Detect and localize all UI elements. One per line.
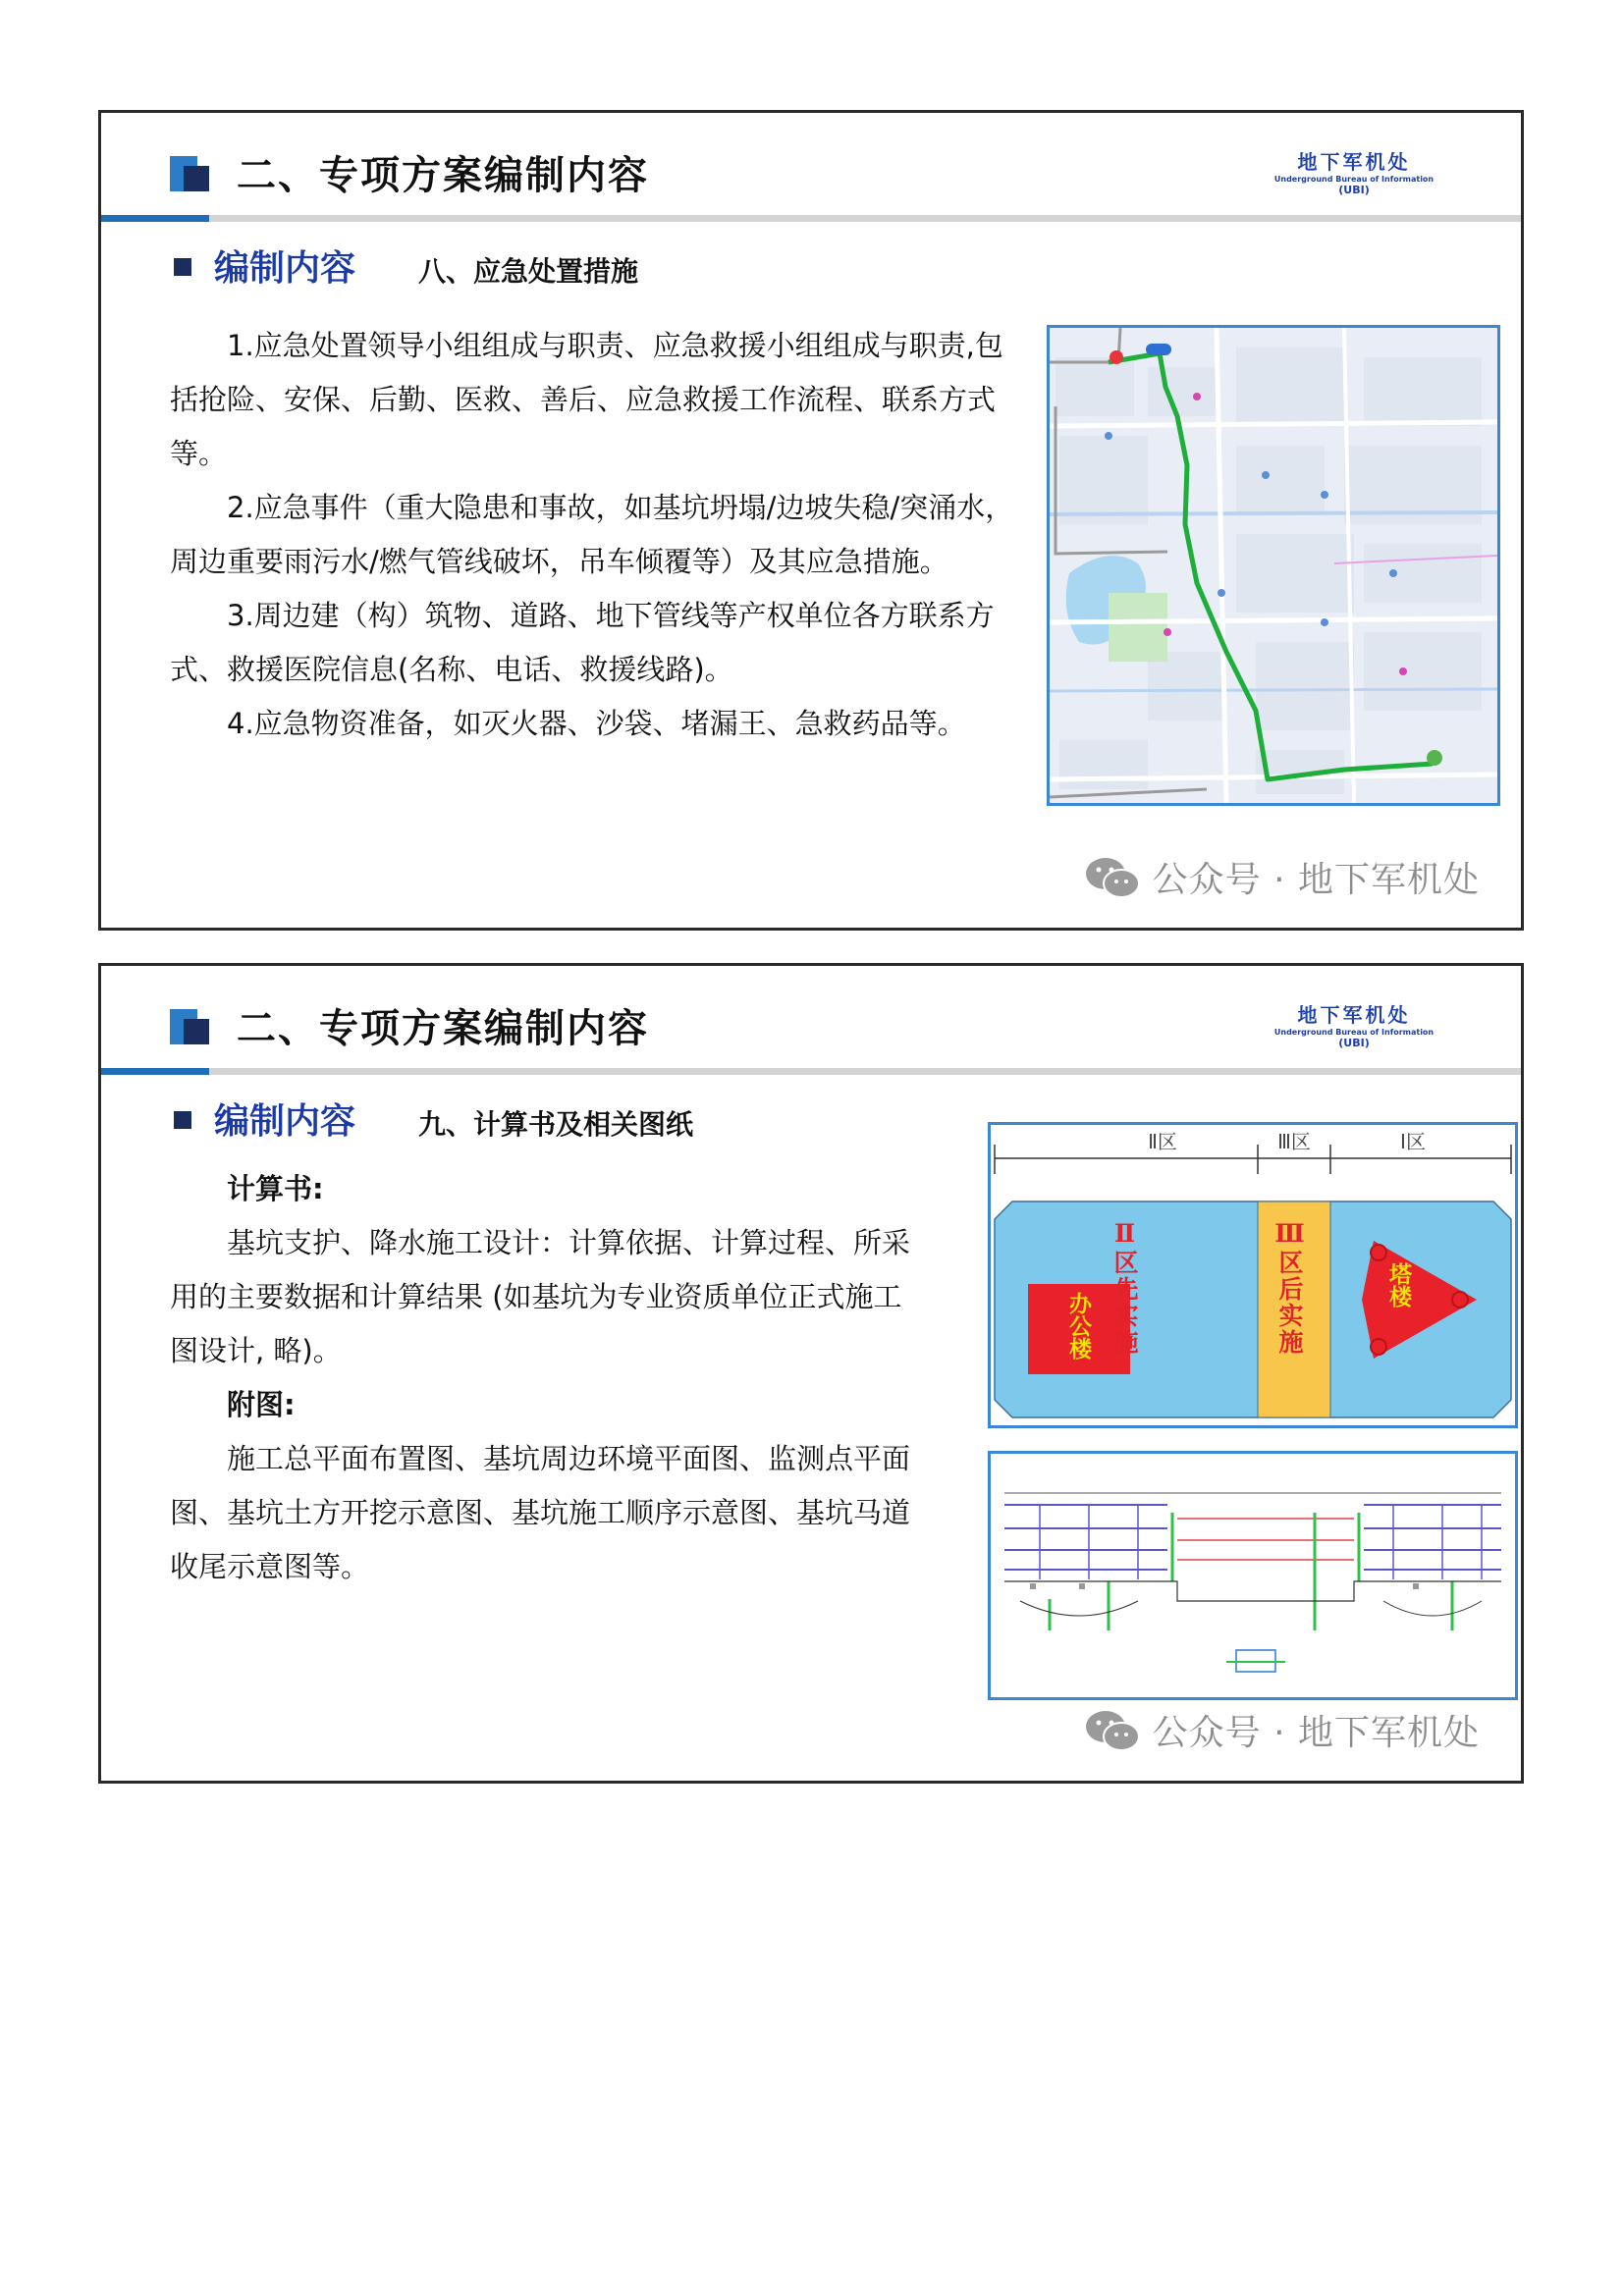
section-title: 九、计算书及相关图纸 bbox=[418, 1108, 694, 1141]
logo-chinese: 地下军机处 bbox=[1297, 150, 1411, 174]
rescue-route-map bbox=[1047, 325, 1500, 806]
header-rule bbox=[101, 215, 1521, 222]
excavation-section-drawing bbox=[988, 1451, 1518, 1700]
zone-1-label: Ⅰ区 bbox=[1400, 1130, 1426, 1153]
paragraph-2: 2.应急事件（重大隐患和事故，如基坑坍塌/边坡失稳/突涌水，周边重要雨污水/燃气管线破坏，吊车倾覆等）及其应急措施。 bbox=[170, 491, 1014, 578]
wechat-icon bbox=[1084, 1710, 1141, 1751]
tower-text: 塔楼 bbox=[1385, 1262, 1412, 1308]
slide-title: 二、专项方案编制内容 bbox=[237, 153, 649, 198]
zone-2-length: 150m bbox=[1131, 1167, 1194, 1191]
logo-english: Underground Bureau of Information bbox=[1273, 175, 1435, 184]
emergency-text bbox=[170, 319, 1014, 751]
logo-abbreviation: (UBI) bbox=[1338, 1037, 1370, 1049]
logo-english: Underground Bureau of Information bbox=[1273, 1028, 1435, 1037]
logo-chinese: 地下军机处 bbox=[1297, 1003, 1411, 1027]
logo-abbreviation: (UBI) bbox=[1338, 184, 1370, 196]
office-building-text: 办公楼 bbox=[1065, 1292, 1092, 1360]
section-bullet-icon bbox=[174, 1111, 191, 1129]
paragraph-1: 1.应急处置领导小组组成与职责、应急救援小组组成与职责,包括抢险、安保、后勤、医救、善后、应急救援工作流程、联系方式等。 bbox=[170, 329, 1003, 470]
figures-paragraph: 施工总平面布置图、基坑周边环境平面图、监测点平面图、基坑土方开挖示意图、基坑施工顺序示意图、基坑马道收尾示意图等。 bbox=[170, 1442, 911, 1583]
ubi-logo bbox=[1246, 999, 1462, 1049]
zone-2-first-text: Ⅱ区先实施 bbox=[1110, 1219, 1139, 1356]
section-graphic bbox=[991, 1454, 1515, 1697]
zone-3-later-text: Ⅲ区后实施 bbox=[1275, 1219, 1304, 1356]
section-bullet-icon bbox=[174, 258, 191, 276]
figures-heading: 附图: bbox=[227, 1388, 296, 1421]
zone-plan-graphic bbox=[991, 1125, 1515, 1425]
section-label: 编制内容 bbox=[214, 1101, 356, 1142]
watermark-text: 公众号 · 地下军机处 bbox=[1152, 860, 1480, 900]
zone-2-label: Ⅱ区 bbox=[1148, 1130, 1177, 1153]
map-graphic bbox=[1050, 328, 1497, 803]
calculation-text bbox=[170, 1162, 926, 1594]
watermark bbox=[1084, 1705, 1480, 1755]
watermark bbox=[1084, 852, 1480, 902]
zone-1-length: 105m bbox=[1381, 1167, 1444, 1191]
slide-title: 二、专项方案编制内容 bbox=[237, 1006, 649, 1051]
slide-calculation-drawings bbox=[98, 963, 1524, 1784]
section-title: 八、应急处置措施 bbox=[418, 255, 639, 288]
header-mark-icon bbox=[170, 156, 209, 191]
zone-3-label: Ⅲ区 bbox=[1277, 1130, 1311, 1153]
excavation-zone-plan bbox=[988, 1122, 1518, 1428]
calc-paragraph: 基坑支护、降水施工设计：计算依据、计算过程、所采用的主要数据和计算结果 (如基坑为专业资质单位正式施工图设计, 略)。 bbox=[170, 1226, 911, 1367]
calc-heading: 计算书: bbox=[227, 1172, 324, 1205]
section-label: 编制内容 bbox=[214, 248, 356, 289]
watermark-text: 公众号 · 地下军机处 bbox=[1152, 1713, 1480, 1753]
zone-3-length: 46m bbox=[1270, 1167, 1319, 1191]
slide-emergency-measures bbox=[98, 110, 1524, 931]
paragraph-4: 4.应急物资准备，如灭火器、沙袋、堵漏王、急救药品等。 bbox=[227, 707, 966, 740]
ubi-logo bbox=[1246, 146, 1462, 196]
header-mark-icon bbox=[170, 1009, 209, 1044]
paragraph-3: 3.周边建（构）筑物、道路、地下管线等产权单位各方联系方式、救援医院信息(名称、电话、救援线路)。 bbox=[170, 599, 995, 686]
wechat-icon bbox=[1084, 857, 1141, 898]
header-rule bbox=[101, 1068, 1521, 1075]
